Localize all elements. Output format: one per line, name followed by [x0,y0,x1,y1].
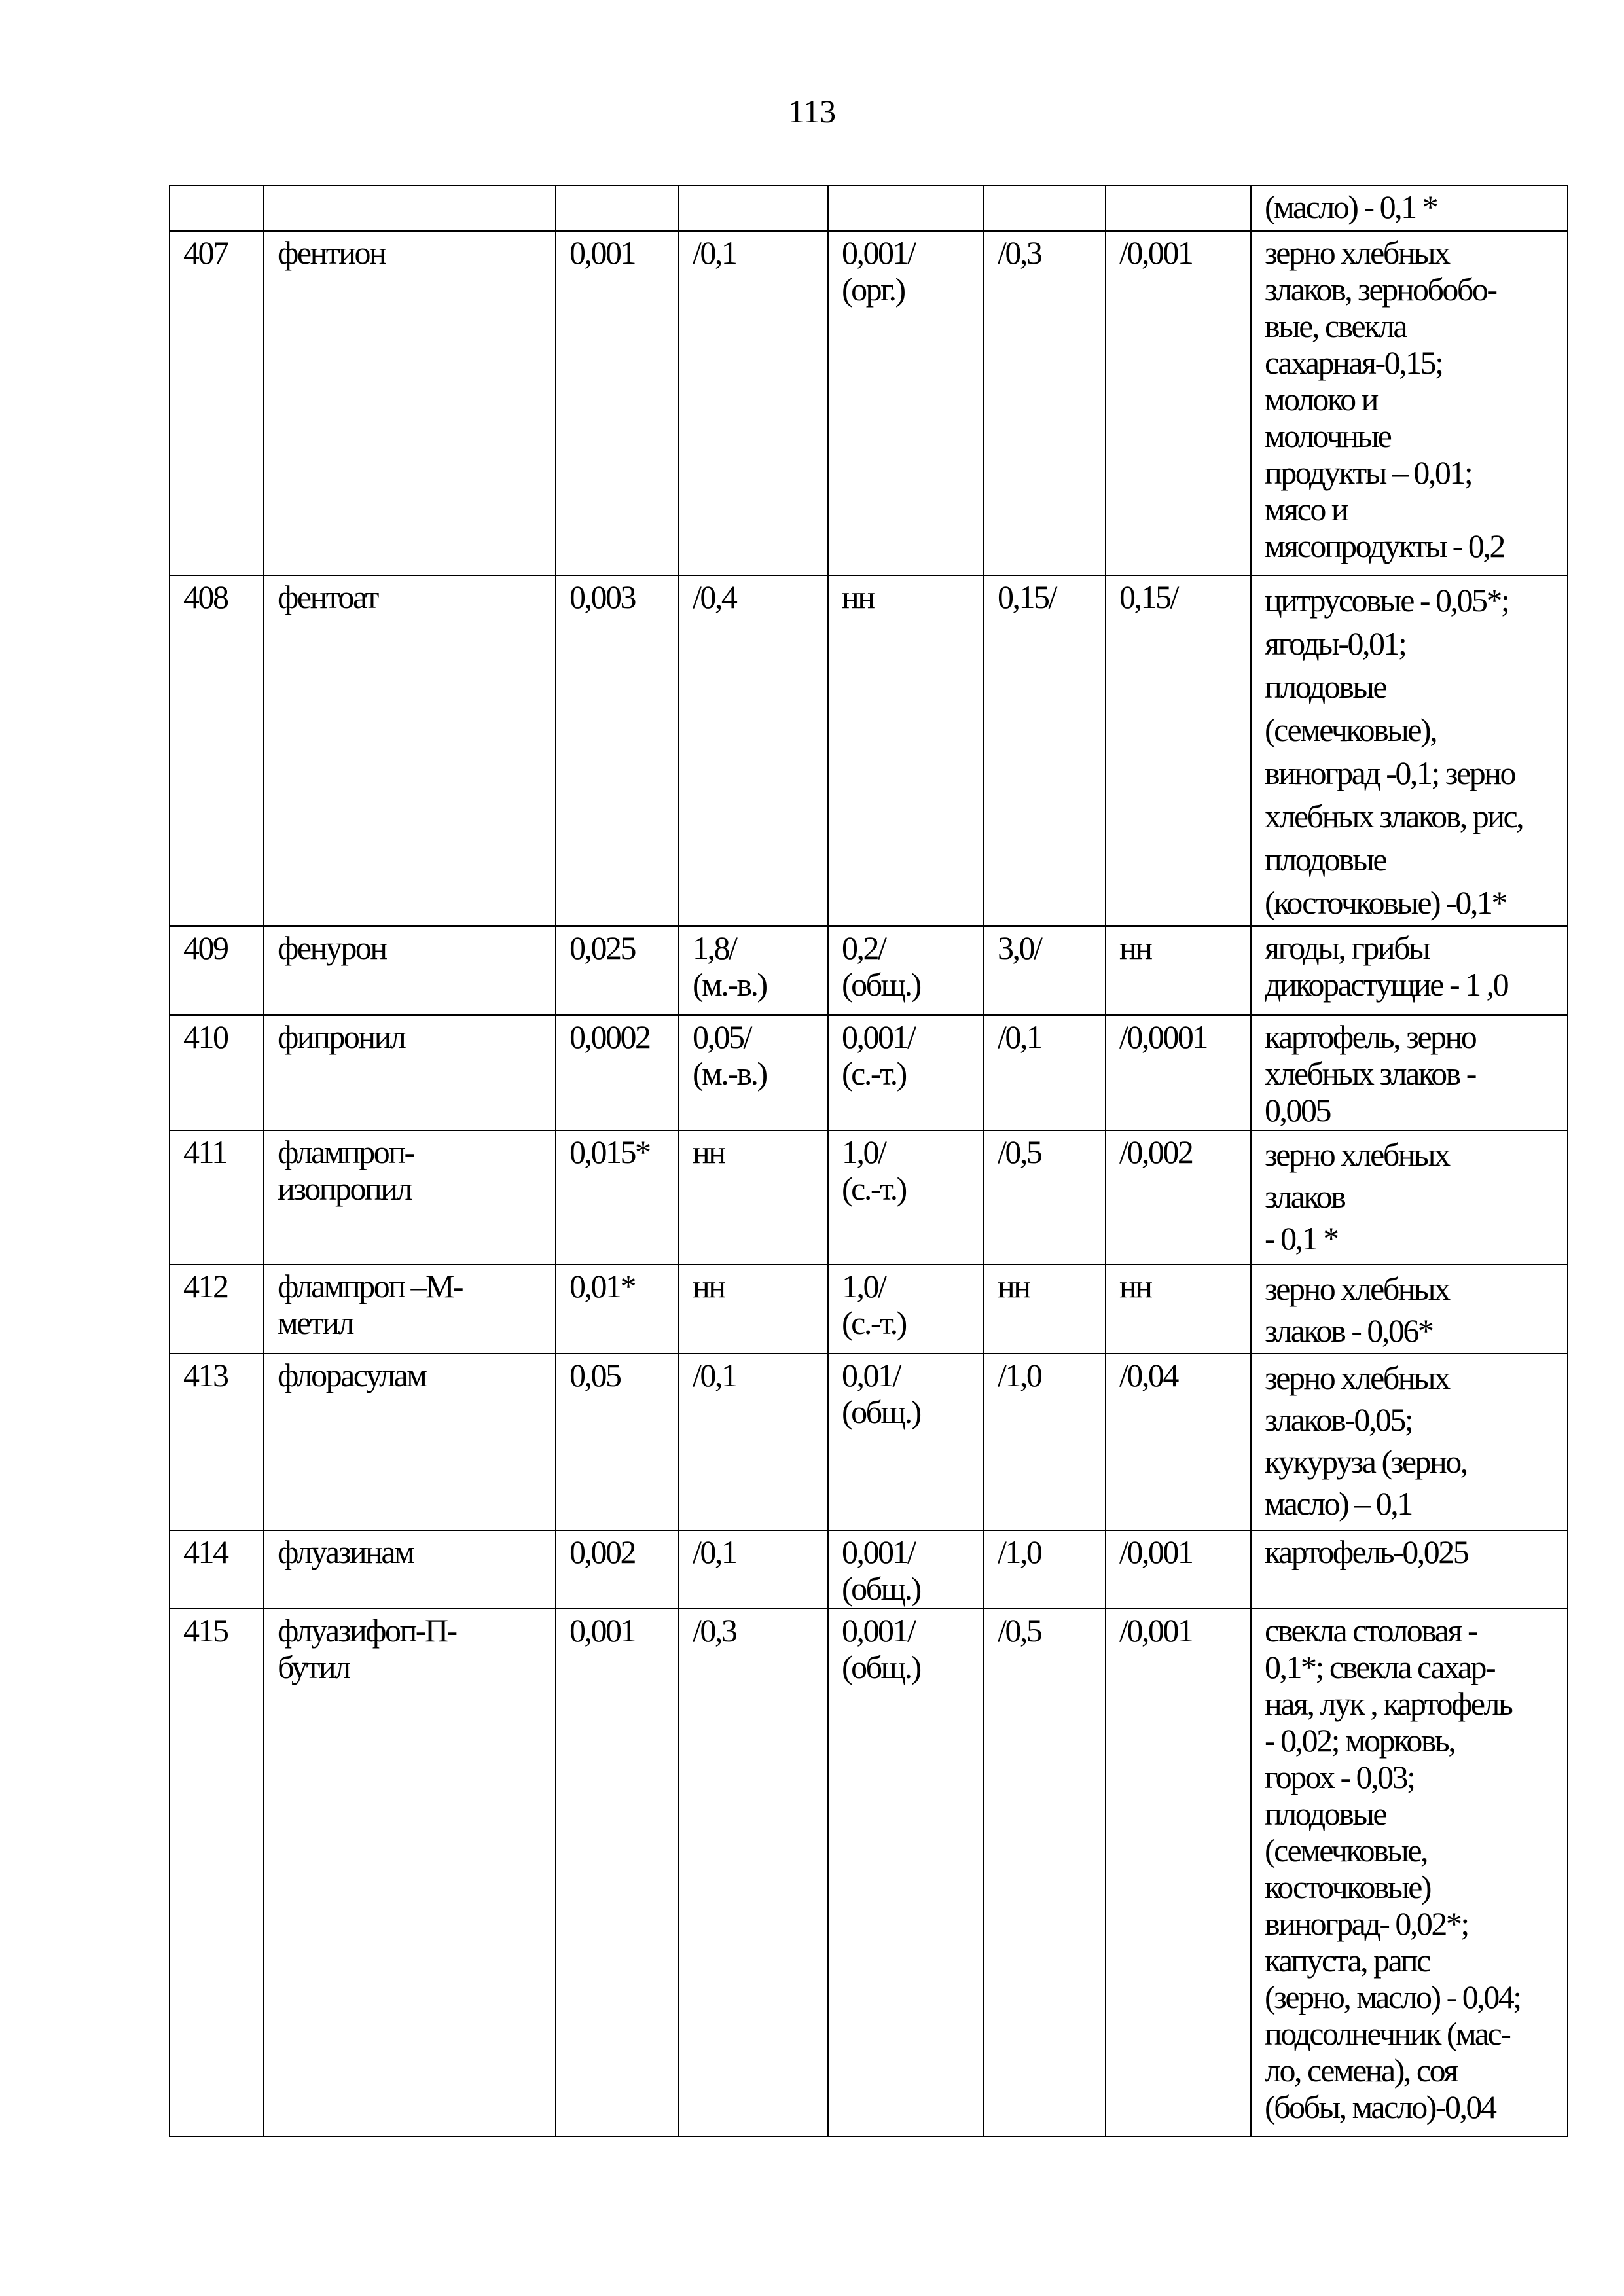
substance-name-cell: фентоат [264,575,556,926]
substance-name-cell: фипронил [264,1015,556,1130]
products-cell: зерно хлебных злаков - 0,06* [1251,1265,1568,1354]
value-cell-3: 0,025 [556,926,679,1015]
value-cell-7: нн [1106,926,1251,1015]
value-cell-7: /0,002 [1106,1130,1251,1265]
value-cell-6: /0,5 [984,1609,1106,2136]
value-cell-6: 0,15/ [984,575,1106,926]
table-row [170,231,1568,575]
table-row [170,1015,1568,1130]
value-cell-5: 0,001/ (с.-т.) [828,1015,984,1130]
value-cell-4: /0,3 [679,1609,828,2136]
value-cell-4 [679,185,828,231]
substance-name-cell: фенурон [264,926,556,1015]
value-cell-5: 1,0/ (с.-т.) [828,1265,984,1354]
products-cell: цитрусовые - 0,05*; ягоды-0,01; плодовые (семечковые), виноград -0,1; зерно хлебных злаков, рис, плодовые (косточковые) -0,1* [1251,575,1568,926]
value-cell-7: /0,04 [1106,1354,1251,1530]
table-row [170,926,1568,1015]
value-cell-3: 0,001 [556,1609,679,2136]
value-cell-7: 0,15/ [1106,575,1251,926]
value-cell-4: /0,4 [679,575,828,926]
value-cell-6 [984,185,1106,231]
value-cell-5: 0,001/ (общ.) [828,1609,984,2136]
products-cell: картофель, зерно хлебных злаков - 0,005 [1251,1015,1568,1130]
value-cell-3: 0,003 [556,575,679,926]
value-cell-5: 1,0/ (с.-т.) [828,1130,984,1265]
value-cell-3: 0,0002 [556,1015,679,1130]
products-cell: зерно хлебных злаков-0,05; кукуруза (зерно, масло) – 0,1 [1251,1354,1568,1530]
products-cell: ягоды, грибы дикорастущие - 1 ,0 [1251,926,1568,1015]
value-cell-5: 0,2/ (общ.) [828,926,984,1015]
products-cell: (масло) - 0,1 * [1251,185,1568,231]
substance-name-cell [264,185,556,231]
value-cell-4: /0,1 [679,1354,828,1530]
value-cell-3: 0,015* [556,1130,679,1265]
value-cell-3: 0,05 [556,1354,679,1530]
value-cell-5 [828,185,984,231]
value-cell-7: /0,001 [1106,1530,1251,1609]
substance-name-cell: флуазифоп-П- бутил [264,1609,556,2136]
value-cell-7: /0,001 [1106,231,1251,575]
value-cell-7 [1106,185,1251,231]
row-number-cell: 413 [170,1354,264,1530]
row-number-cell: 407 [170,231,264,575]
table-row [170,1354,1568,1530]
row-number-cell [170,185,264,231]
page-number: 113 [787,93,837,130]
value-cell-6: /1,0 [984,1354,1106,1530]
table-row [170,1130,1568,1265]
substance-name-cell: флуазинам [264,1530,556,1609]
value-cell-6: 3,0/ [984,926,1106,1015]
value-cell-4: /0,1 [679,231,828,575]
substance-name-cell: фентион [264,231,556,575]
value-cell-5: 0,001/ (орг.) [828,231,984,575]
value-cell-4: /0,1 [679,1530,828,1609]
value-cell-5: 0,01/ (общ.) [828,1354,984,1530]
value-cell-7: нн [1106,1265,1251,1354]
row-number-cell: 408 [170,575,264,926]
value-cell-4: 1,8/ (м.-в.) [679,926,828,1015]
row-number-cell: 414 [170,1530,264,1609]
value-cell-4: нн [679,1130,828,1265]
row-number-cell: 411 [170,1130,264,1265]
table-row [170,1530,1568,1609]
products-cell: свекла столовая - 0,1*; свекла сахар- ная, лук , картофель - 0,02; морковь, горох - 0,03; плодовые (семечковые, косточковые) виноград- 0,02*; капуста, рапс (зерно, масло) - 0,04; подсолнечник (мас- ло, семена), соя (бобы, масло)-0,04 [1251,1609,1568,2136]
value-cell-5: 0,001/ (общ.) [828,1530,984,1609]
substance-name-cell: флорасулам [264,1354,556,1530]
row-number-cell: 412 [170,1265,264,1354]
table-row [170,1609,1568,2136]
row-number-cell: 415 [170,1609,264,2136]
value-cell-4: нн [679,1265,828,1354]
value-cell-6: /0,3 [984,231,1106,575]
products-cell: зерно хлебных злаков, зернобобо- вые, свекла сахарная-0,15; молоко и молочные продукты – 0,01; мясо и мясопродукты - 0,2 [1251,231,1568,575]
table-row [170,185,1568,231]
value-cell-3: 0,001 [556,231,679,575]
value-cell-5: нн [828,575,984,926]
value-cell-7: /0,001 [1106,1609,1251,2136]
residue-limits-table [169,185,1568,2137]
value-cell-3: 0,002 [556,1530,679,1609]
value-cell-6: нн [984,1265,1106,1354]
table-row [170,1265,1568,1354]
table-row [170,575,1568,926]
value-cell-6: /0,5 [984,1130,1106,1265]
substance-name-cell: флампроп- изопропил [264,1130,556,1265]
products-cell: картофель-0,025 [1251,1530,1568,1609]
value-cell-3 [556,185,679,231]
substance-name-cell: флампроп –М- метил [264,1265,556,1354]
value-cell-7: /0,0001 [1106,1015,1251,1130]
value-cell-6: /1,0 [984,1530,1106,1609]
value-cell-6: /0,1 [984,1015,1106,1130]
value-cell-3: 0,01* [556,1265,679,1354]
value-cell-4: 0,05/ (м.-в.) [679,1015,828,1130]
products-cell: зерно хлебных злаков - 0,1 * [1251,1130,1568,1265]
row-number-cell: 410 [170,1015,264,1130]
row-number-cell: 409 [170,926,264,1015]
